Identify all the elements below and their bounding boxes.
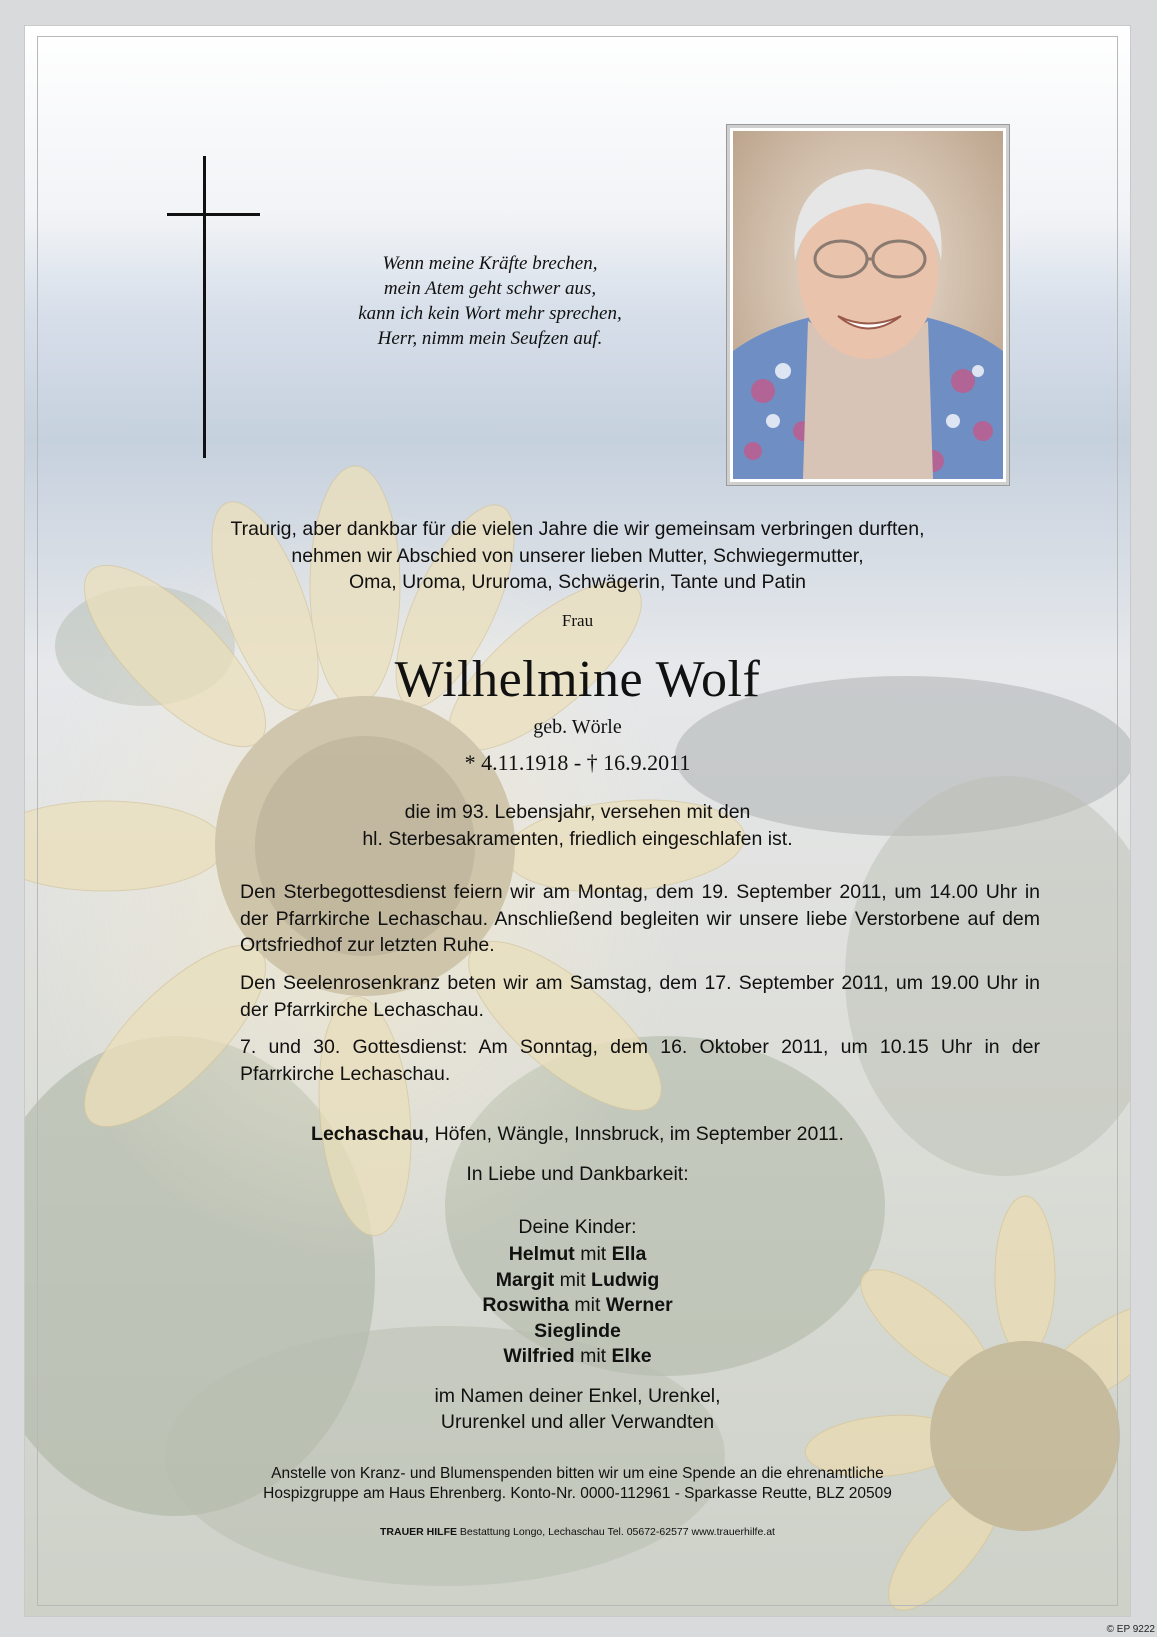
- place-town: Lechaschau: [311, 1123, 424, 1145]
- footer-text: Bestattung Longo, Lechaschau Tel. 05672-62577 www.trauerhilfe.at: [457, 1526, 775, 1538]
- list-item: Roswitha mit Werner: [482, 1294, 673, 1316]
- children-list: [25, 1242, 1130, 1370]
- memorial-verse: [325, 251, 655, 351]
- verse-line: mein Atem geht schwer aus,: [383, 278, 597, 299]
- cross-icon-bar: [167, 213, 260, 216]
- life-dates: * 4.11.1918 - † 16.9.2011: [464, 750, 691, 775]
- footer-brand: TRAUER HILFE: [380, 1526, 458, 1538]
- closing-line: Ururenkel und aller Verwandten: [440, 1410, 715, 1433]
- passing-text: [25, 799, 1130, 852]
- place-date-line: [25, 1123, 1130, 1146]
- cross-icon: [203, 156, 206, 458]
- list-item: Margit mit Ludwig: [495, 1268, 660, 1291]
- list-item: Helmut mit Ella: [508, 1243, 647, 1265]
- passing-line: hl. Sterbesakramenten, friedlich eingeschlafen ist.: [362, 827, 793, 850]
- intro-text: [25, 516, 1130, 596]
- passing-line: die im 93. Lebensjahr, versehen mit den: [404, 801, 751, 823]
- rosary-text: Den Seelenrosenkranz beten wir am Samstag, dem 17. September 2011, um 19.00 Uhr in der Pfarrkirche Lechaschau.: [240, 972, 1040, 1021]
- salutation: Frau: [561, 611, 594, 630]
- intro-line: Traurig, aber dankbar für die vielen Jahre die wir gemeinsam verbringen durften,: [230, 518, 925, 540]
- donation-line: Anstelle von Kranz- und Blumenspenden bitten wir um eine Spende an die ehrenamtliche: [271, 1465, 884, 1482]
- children-label: Deine Kinder:: [518, 1216, 637, 1238]
- portrait-photo: [733, 131, 1003, 479]
- closing-text: [25, 1384, 1130, 1435]
- intro-line: Oma, Uroma, Ururoma, Schwägerin, Tante und Patin: [348, 571, 806, 593]
- portrait-frame: [726, 124, 1010, 486]
- donation-note: [25, 1464, 1130, 1504]
- closing-line: im Namen deiner Enkel, Urenkel,: [434, 1385, 721, 1407]
- copyright-code: © EP 9222: [1106, 1624, 1155, 1635]
- verse-line: kann ich kein Wort mehr sprechen,: [358, 303, 622, 324]
- list-item: Wilfried mit Elke: [503, 1345, 652, 1367]
- place-rest: , Höfen, Wängle, Innsbruck, im September 2011.: [423, 1123, 844, 1145]
- donation-line: Hospizgruppe am Haus Ehrenberg. Konto-Nr. 0000-112961 - Sparkasse Reutte, BLZ 20509: [263, 1485, 892, 1502]
- maiden-name: geb. Wörle: [533, 716, 622, 738]
- list-item: Sieglinde: [534, 1319, 621, 1342]
- funeral-service-text: Den Sterbegottesdienst feiern wir am Montag, dem 19. September 2011, um 14.00 Uhr in der Pfarrkirche Lechaschau. Anschließend begleiten wir unsere liebe Verstorbene auf dem Ortsfriedhof zur letzten Ruhe.: [240, 881, 1040, 956]
- verse-line: Herr, nimm mein Seufzen auf.: [377, 328, 603, 349]
- footer-imprint: [25, 1526, 1130, 1538]
- verse-line: Wenn meine Kräfte brechen,: [382, 253, 598, 274]
- obituary-card: [25, 26, 1130, 1616]
- deceased-name: Wilhelmine Wolf: [394, 651, 761, 708]
- intro-line: nehmen wir Abschied von unserer lieben Mutter, Schwiegermutter,: [291, 544, 864, 567]
- memorial-mass-text: 7. und 30. Gottesdienst: Am Sonntag, dem 16. Oktober 2011, um 10.15 Uhr in der Pfarrkirche Lechaschau.: [240, 1036, 1040, 1085]
- love-line: In Liebe und Dankbarkeit:: [466, 1163, 689, 1185]
